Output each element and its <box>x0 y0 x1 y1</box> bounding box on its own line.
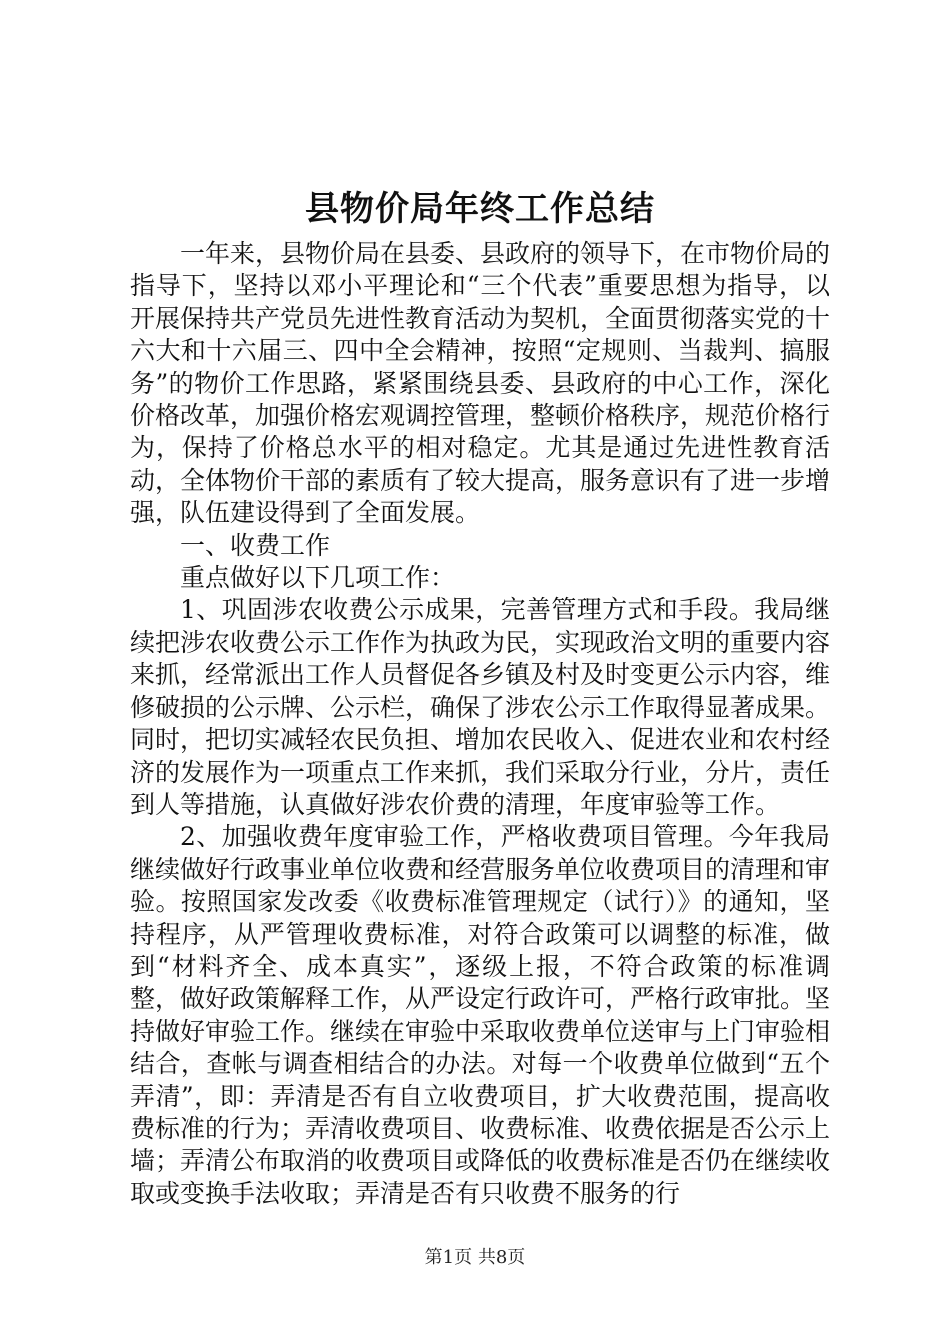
document-page <box>130 180 830 1210</box>
paragraph-item-1: 1、巩固涉农收费公示成果，完善管理方式和手段。我局继续把涉农收费公示工作作为执政为民，实现政治文明的重要内容来抓，经常派出工作人员督促各乡镇及村及时变更公示内容，维修破损的公示牌、公示栏，确保了涉农公示工作取得显著成果。同时，把切实减轻农民负担、增加农民收入、促进农业和农村经济的发展作为一项重点工作来抓，我们采取分行业，分片，责任到人等措施，认真做好涉农价费的清理，年度审验等工作。 <box>130 595 831 819</box>
paragraph-key-tasks: 重点做好以下几项工作： <box>180 563 456 593</box>
document-title: 县物价局年终工作总结 <box>305 189 655 229</box>
page-footer: 第1页 共8页 <box>424 1247 526 1268</box>
paragraph-intro: 一年来，县物价局在县委、县政府的领导下，在市物价局的指导下，坚持以邓小平理论和“三个代表”重要思想为指导，以开展保持共产党员先进性教育活动为契机，全面贯彻落实党的十六大和十六届三、四中全会精神，按照“定规则、当裁判、搞服务”的物价工作思路，紧紧围绕县委、县政府的中心工作，深化价格改革，加强价格宏观调控管理，整顿价格秩序，规范价格行为，保持了价格总水平的相对稳定。尤其是通过先进性教育活动，全体物价干部的素质有了较大提高，服务意识有了进一步增强，队伍建设得到了全面发展。 <box>130 239 831 528</box>
section-heading-fees: 一、收费工作 <box>180 530 331 560</box>
paragraph-item-2: 2、加强收费年度审验工作，严格收费项目管理。今年我局继续做好行政事业单位收费和经营服务单位收费项目的清理和审验。按照国家发改委《收费标准管理规定（试行）》的通知，坚持程序，从严管理收费标准，对符合政策可以调整的标准，做到“材料齐全、成本真实”，逐级上报，不符合政策的标准调整，做好政策解释工作，从严设定行政许可，严格行政审批。坚持做好审验工作。继续在审验中采取收费单位送审与上门审验相结合，查帐与调查相结合的办法。对每一个收费单位做到“五个弄清”，即：弄清是否有自立收费项目，扩大收费范围，提高收费标准的行为；弄清收费项目、收费标准、收费依据是否公示上墙；弄清公布取消的收费项目或降低的收费标准是否仍在继续收取或变换手法收取；弄清是否有只收费不服务的行 <box>130 822 831 1208</box>
